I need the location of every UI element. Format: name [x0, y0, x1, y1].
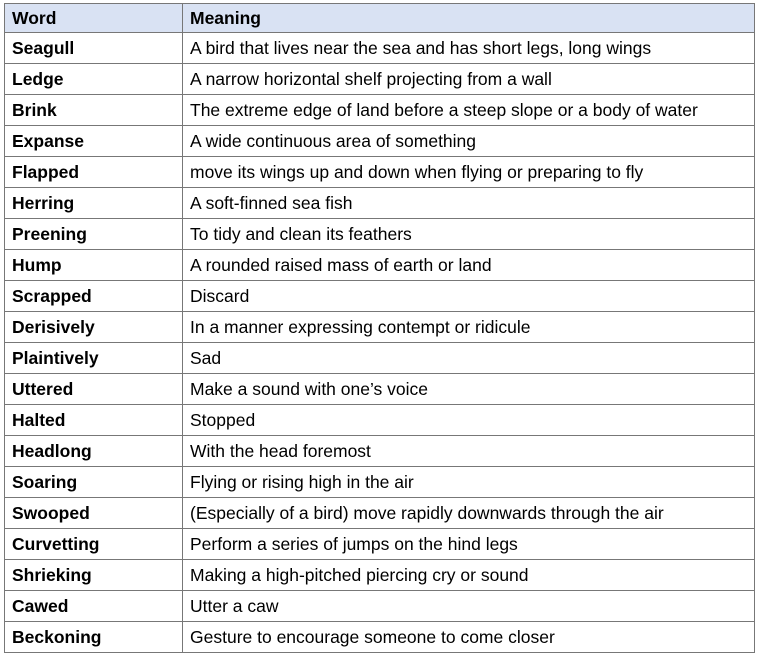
table-row	[5, 498, 755, 529]
table-row	[5, 281, 755, 312]
meaning-cell: A rounded raised mass of earth or land	[183, 250, 755, 281]
table-row	[5, 250, 755, 281]
word-cell: Hump	[5, 250, 183, 281]
table-row	[5, 436, 755, 467]
meaning-cell: Flying or rising high in the air	[183, 467, 755, 498]
table-row	[5, 64, 755, 95]
word-column-header: Word	[5, 4, 183, 33]
table-row	[5, 312, 755, 343]
meaning-cell: Gesture to encourage someone to come closer	[183, 622, 755, 653]
table-row	[5, 529, 755, 560]
word-cell: Cawed	[5, 591, 183, 622]
meaning-cell: A wide continuous area of something	[183, 126, 755, 157]
table-row	[5, 188, 755, 219]
meaning-cell: In a manner expressing contempt or ridicule	[183, 312, 755, 343]
table-row	[5, 467, 755, 498]
table-row	[5, 219, 755, 250]
meaning-cell: A bird that lives near the sea and has short legs, long wings	[183, 33, 755, 64]
table-row	[5, 374, 755, 405]
table-row	[5, 343, 755, 374]
meaning-cell: Sad	[183, 343, 755, 374]
table-row	[5, 95, 755, 126]
table-row	[5, 157, 755, 188]
table-row	[5, 591, 755, 622]
word-cell: Halted	[5, 405, 183, 436]
meaning-cell: Perform a series of jumps on the hind legs	[183, 529, 755, 560]
word-cell: Curvetting	[5, 529, 183, 560]
meaning-cell: A narrow horizontal shelf projecting from a wall	[183, 64, 755, 95]
word-cell: Headlong	[5, 436, 183, 467]
table-row	[5, 622, 755, 653]
word-cell: Ledge	[5, 64, 183, 95]
word-cell: Plaintively	[5, 343, 183, 374]
meaning-cell: The extreme edge of land before a steep slope or a body of water	[183, 95, 755, 126]
meaning-cell: (Especially of a bird) move rapidly downwards through the air	[183, 498, 755, 529]
word-cell: Brink	[5, 95, 183, 126]
meaning-cell: move its wings up and down when flying or preparing to fly	[183, 157, 755, 188]
meaning-cell: Discard	[183, 281, 755, 312]
word-cell: Soaring	[5, 467, 183, 498]
table-body	[5, 33, 755, 653]
meaning-cell: Make a sound with one’s voice	[183, 374, 755, 405]
meaning-cell: To tidy and clean its feathers	[183, 219, 755, 250]
table-row	[5, 560, 755, 591]
table-row	[5, 405, 755, 436]
meaning-cell: Stopped	[183, 405, 755, 436]
word-cell: Preening	[5, 219, 183, 250]
word-cell: Flapped	[5, 157, 183, 188]
word-cell: Scrapped	[5, 281, 183, 312]
word-cell: Shrieking	[5, 560, 183, 591]
word-cell: Derisively	[5, 312, 183, 343]
vocabulary-table	[4, 3, 755, 653]
meaning-cell: A soft-finned sea fish	[183, 188, 755, 219]
word-cell: Herring	[5, 188, 183, 219]
meaning-cell: Utter a caw	[183, 591, 755, 622]
word-cell: Expanse	[5, 126, 183, 157]
meaning-cell: With the head foremost	[183, 436, 755, 467]
word-cell: Uttered	[5, 374, 183, 405]
meaning-column-header: Meaning	[183, 4, 755, 33]
meaning-cell: Making a high-pitched piercing cry or sound	[183, 560, 755, 591]
word-cell: Swooped	[5, 498, 183, 529]
table-header-row	[5, 4, 755, 33]
word-cell: Beckoning	[5, 622, 183, 653]
table-row	[5, 33, 755, 64]
word-cell: Seagull	[5, 33, 183, 64]
table-row	[5, 126, 755, 157]
